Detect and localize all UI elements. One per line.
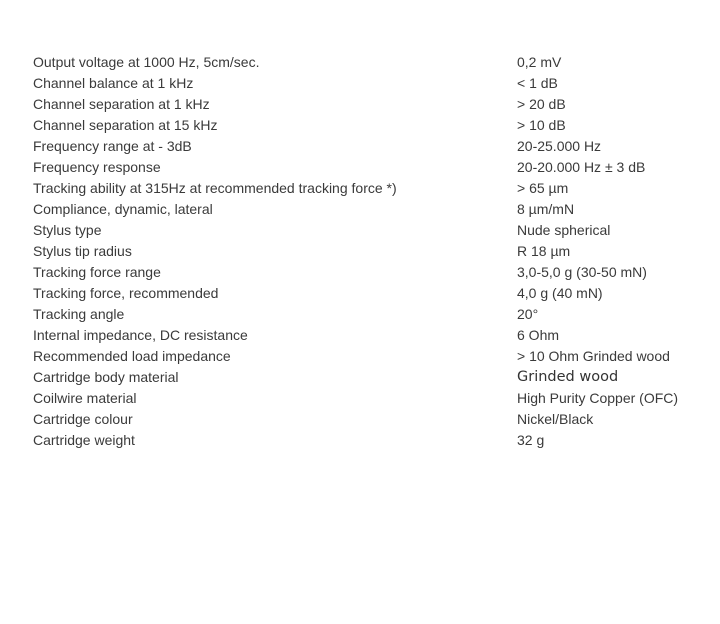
spec-row [33, 115, 707, 136]
spec-row [33, 346, 707, 367]
spec-row [33, 94, 707, 115]
spec-label: Tracking ability at 315Hz at recommended tracking force *) [33, 180, 397, 196]
spec-value: 8 µm/mN [517, 201, 575, 217]
spec-label: Frequency range at - 3dB [33, 138, 192, 154]
spec-value: > 20 dB [517, 96, 566, 112]
spec-row [33, 325, 707, 346]
spec-row [33, 157, 707, 178]
spec-row [33, 262, 707, 283]
spec-value: 20° [517, 306, 539, 322]
spec-value: Nickel/Black [517, 411, 594, 427]
spec-row [33, 178, 707, 199]
spec-value: > 10 Ohm Grinded wood [517, 348, 670, 364]
spec-value: High Purity Copper (OFC) [517, 390, 679, 406]
spec-label: Frequency response [33, 159, 161, 175]
spec-label: Channel separation at 1 kHz [33, 96, 210, 112]
spec-value: Grinded wood [517, 369, 619, 385]
spec-label: Channel balance at 1 kHz [33, 75, 194, 91]
spec-label: Stylus tip radius [33, 243, 132, 259]
spec-row [33, 241, 707, 262]
spec-label: Output voltage at 1000 Hz, 5cm/sec. [33, 54, 260, 70]
spec-row [33, 220, 707, 241]
spec-row [33, 283, 707, 304]
spec-row [33, 430, 707, 451]
spec-value: R 18 µm [517, 243, 571, 259]
spec-label: Tracking force, recommended [33, 285, 219, 301]
spec-value: > 10 dB [517, 117, 566, 133]
spec-row [33, 409, 707, 430]
spec-row [33, 367, 707, 388]
spec-label: Stylus type [33, 222, 102, 238]
spec-value: 3,0-5,0 g (30-50 mN) [517, 264, 647, 280]
spec-label: Cartridge weight [33, 432, 135, 448]
spec-label: Cartridge body material [33, 369, 179, 385]
spec-label: Tracking force range [33, 264, 161, 280]
spec-value: 32 g [517, 432, 545, 448]
specifications-table [33, 52, 707, 451]
spec-value: > 65 µm [517, 180, 569, 196]
spec-label: Tracking angle [33, 306, 125, 322]
spec-label: Cartridge colour [33, 411, 133, 427]
spec-value: < 1 dB [517, 75, 558, 91]
spec-label: Recommended load impedance [33, 348, 231, 364]
spec-value: 20-25.000 Hz [517, 138, 602, 154]
spec-value: 20-20.000 Hz ± 3 dB [517, 159, 646, 175]
spec-row [33, 136, 707, 157]
spec-label: Coilwire material [33, 390, 137, 406]
spec-row [33, 388, 707, 409]
spec-label: Internal impedance, DC resistance [33, 327, 248, 343]
spec-value: 0,2 mV [517, 54, 562, 70]
spec-label: Compliance, dynamic, lateral [33, 201, 213, 217]
spec-value: 6 Ohm [517, 327, 560, 343]
spec-row [33, 52, 707, 73]
spec-row [33, 304, 707, 325]
spec-row [33, 199, 707, 220]
spec-row [33, 73, 707, 94]
spec-value: 4,0 g (40 mN) [517, 285, 603, 301]
spec-value: Nude spherical [517, 222, 611, 238]
spec-label: Channel separation at 15 kHz [33, 117, 218, 133]
